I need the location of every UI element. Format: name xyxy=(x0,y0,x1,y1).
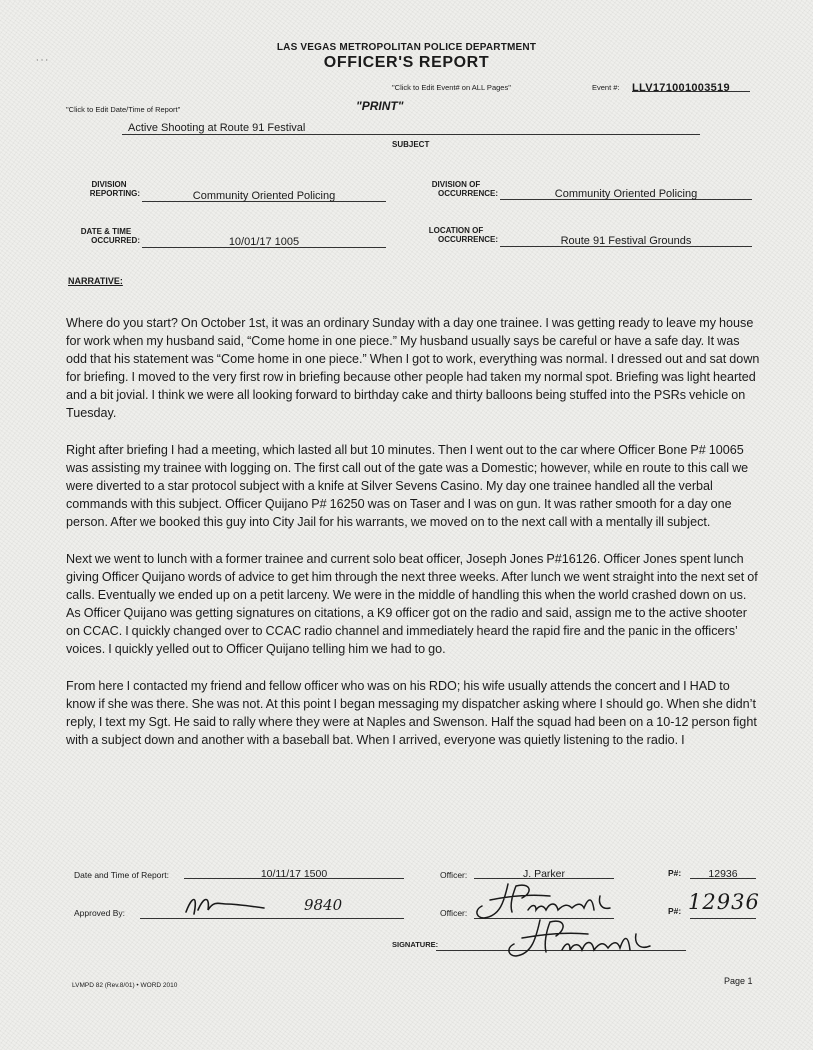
p-number-field[interactable] xyxy=(690,864,756,879)
narrative-paragraph: Next we went to lunch with a former trainee and current solo beat officer, Joseph Jones P#16126. Officer Jones spent lunch giving Officer Quijano words of advice to get him through the next three weeks. After lunch we went straight into the next set of calls. Eventually we ended up on a petit larceny. We were in the middle of handling this when the world crashed down on us. As Officer Quijano was getting signatures on citations, a K9 officer got on the radio and said, assign me to the active shooter on CCAC. I quickly changed over to CCAC radio channel and immediately heard the rapid fire and the panic in the officers’ voices. I quickly yelled out to Officer Quijano telling him we had to go. xyxy=(66,552,758,656)
approver-initials-signature xyxy=(180,890,270,922)
date-time-occurred-field[interactable] xyxy=(142,232,386,248)
division-occurrence-field[interactable] xyxy=(500,184,752,200)
subject-label: SUBJECT xyxy=(392,140,430,149)
edit-date-hint[interactable]: "Click to Edit Date/Time of Report" xyxy=(66,105,181,114)
scan-speck-mark: ⋅ ⋅ ⋅ xyxy=(36,56,49,65)
location-occurrence-value: Route 91 Festival Grounds xyxy=(560,235,692,247)
edit-event-hint[interactable]: "Click to Edit Event# on ALL Pages" xyxy=(392,83,511,92)
narrative-label: NARRATIVE: xyxy=(68,276,123,286)
p-number-label-2: P#: xyxy=(668,906,682,916)
narrative-paragraph: Right after briefing I had a meeting, which lasted all but 10 minutes. Then I went out to the car where Officer Bone P# 10065 was assisting my trainee with logging on. The first call out of the gate was a Domestic; however, while en route to this call we were diverted to a star protocol subject with a knife at Silver Sevens Casino. My day one trainee handled all the verbal commands with this subject. Officer Quijano P# 16250 was on Taser and I was on gun. It was rather smooth for a day one person. After we booked this guy into City Jail for his warrants, we moved on to the next call with a mentally ill subject. xyxy=(66,443,749,529)
narrative-body[interactable] xyxy=(66,314,760,768)
department-name: LAS VEGAS METROPOLITAN POLICE DEPARTMENT xyxy=(276,42,537,53)
date-time-occurred-label: DATE & TIME OCCURRED: xyxy=(80,227,140,245)
officer-label: Officer: xyxy=(440,870,468,880)
date-time-report-value: 10/11/17 1500 xyxy=(260,868,328,880)
print-button[interactable]: "PRINT" xyxy=(356,99,404,113)
division-occurrence-value: Community Oriented Policing xyxy=(554,188,698,200)
event-label: Event #: xyxy=(592,83,620,92)
date-time-report-field[interactable] xyxy=(184,864,404,879)
approved-by-label: Approved By: xyxy=(74,908,126,918)
event-number-field[interactable] xyxy=(632,78,750,92)
division-occurrence-label: DIVISION OF OCCURRENCE: xyxy=(431,180,498,198)
narrative-paragraph: Where do you start? On October 1st, it was an ordinary Sunday with a day one trainee. I was getting ready to leave my house for work when my husband said, “Come home in one piece.” My husband usually says be careful or have a safe day. It was odd that his statement was “Come home in one piece.” When I got to work, everything was normal. I dressed out and sat down for briefing. I moved to the very first row in briefing because other people had taken my normal spot. Briefing was light hearted and a bit jovial. I think we were all looking forward to birthday cake and thirty balloons being stuffed into the PSRs vehicle on Tuesday. xyxy=(66,316,760,420)
approver-p-number-handwritten: 9840 xyxy=(304,896,343,914)
subject-field[interactable] xyxy=(122,118,700,135)
page-number: Page 1 xyxy=(724,976,753,986)
officer-label-2: Officer: xyxy=(440,908,468,918)
p-number-label: P#: xyxy=(668,868,682,878)
location-occurrence-field[interactable] xyxy=(500,231,752,247)
division-reporting-label: DIVISION REPORTING: xyxy=(89,180,140,198)
p-number-handwritten: 12936 xyxy=(688,890,760,914)
p-number-value: 12936 xyxy=(708,868,738,880)
date-time-occurred-value: 10/01/17 1005 xyxy=(228,236,300,248)
officer-name-value: J. Parker xyxy=(522,868,565,880)
form-code: LVMPD 82 (Rev.8/01) • WORD 2010 xyxy=(72,982,178,989)
subject-value: Active Shooting at Route 91 Festival xyxy=(128,122,306,134)
officer-signature-handwritten xyxy=(500,914,660,964)
narrative-paragraph: From here I contacted my friend and fellow officer who was on his RDO; his wife usually attends the concert and I HAD to know if she was there. She was not. At this point I began messaging my dispatcher asking where I should go. When she didn’t reply, I text my Sgt. He said to rally where they were at Naples and Swenson. Half the squad had been on a 10-12 person fight with a subject down and another with a baseball bat. When I arrived, everyone was quietly listening to the radio. I xyxy=(66,679,757,747)
signature-label: SIGNATURE: xyxy=(392,940,439,949)
division-reporting-field[interactable] xyxy=(142,186,386,202)
event-number: LLV171001003519 xyxy=(632,82,730,94)
report-title: OFFICER'S REPORT xyxy=(323,54,490,71)
date-time-report-label: Date and Time of Report: xyxy=(74,870,169,880)
location-occurrence-label: LOCATION OF OCCURRENCE: xyxy=(428,226,498,244)
division-reporting-value: Community Oriented Policing xyxy=(192,190,336,202)
